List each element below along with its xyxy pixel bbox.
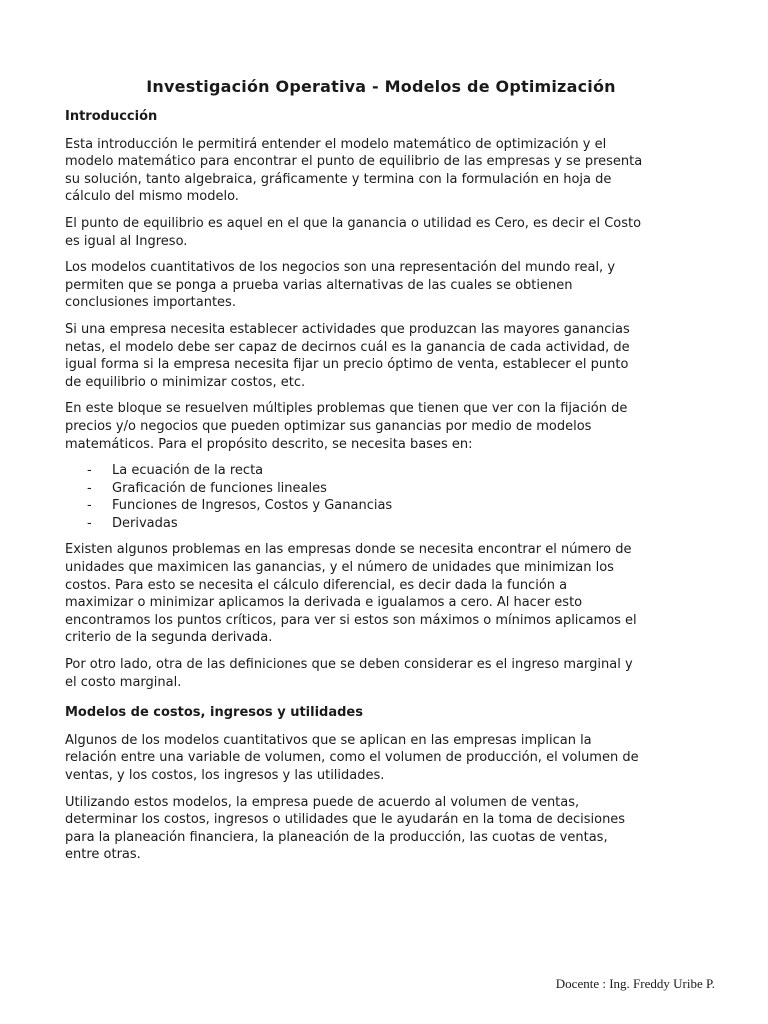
list-item-text: La ecuación de la recta [112,463,264,479]
paragraph: Esta introducción le permitirá entender el modelo matemático de optimización y el modelo matemático para encontrar el punto de equilibrio de las empresas y se presenta su solución, tanto algebraica, gráficamente y termina con la formulación en hoja de cálculo del mismo modelo. [65,136,643,205]
paragraph: El punto de equilibrio es aquel en el que la ganancia o utilidad es Cero, es decir el Costo es igual al Ingreso. [65,215,642,249]
paragraph: Utilizando estos modelos, la empresa puede de acuerdo al volumen de ventas, determinar los costos, ingresos o utilidades que le ayudarán en la toma de decisiones para la planeación financiera, la planeación de la producción, las cuotas de ventas, entre otras. [65,794,626,863]
paragraph: Existen algunos problemas en las empresas donde se necesita encontrar el número de unidades que maximicen las ganancias, y el número de unidades que minimizan los costos. Para esto se necesita el cálculo diferencial, es decir dada la función a maximizar o minimizar aplicamos la derivada e igualamos a cero. Al hacer esto encontramos los puntos críticos, para ver si estos son máximos o mínimos aplicamos el criterio de la segunda derivada. [65,542,637,646]
list-marker: - [87,498,92,514]
paragraph: Algunos de los modelos cuantitativos que se aplican en las empresas implican la relación entre una variable de volumen, como el volumen de producción, el volumen de ventas, y los costos, los ingresos y las utilidades. [65,732,639,783]
bases-list [65,462,715,532]
document-title: Investigación Operativa - Modelos de Optimización [146,77,616,96]
list-marker: - [87,480,92,496]
list-item [65,497,715,515]
list-item [65,462,715,480]
list-item [65,515,715,533]
list-marker: - [87,515,92,531]
section-heading-modelos: Modelos de costos, ingresos y utilidades [65,705,363,721]
paragraph: Los modelos cuantitativos de los negocios son una representación del mundo real, y permiten que se ponga a prueba varias alternativas de las cuales se obtienen conclusiones importantes. [65,260,616,311]
section-heading-introduccion: Introducción [65,109,158,124]
paragraph: Por otro lado, otra de las definiciones que se deben considerar es el ingreso marginal y el costo marginal. [65,657,633,690]
paragraph: En este bloque se resuelven múltiples problemas que tienen que ver con la fijación de precios y/o negocios que pueden optimizar sus ganancias por medio de modelos matemáticos. Para el propósito descrito, se necesita bases en: [65,401,628,452]
list-item-text: Graficación de funciones lineales [112,480,327,496]
footer-docente: Docente : Ing. Freddy Uribe P. [555,976,715,991]
list-item [65,480,715,498]
list-marker: - [87,463,92,479]
list-item-text: Derivadas [112,515,178,531]
document-body [65,108,715,873]
list-item-text: Funciones de Ingresos, Costos y Ganancias [112,498,393,514]
paragraph: Si una empresa necesita establecer actividades que produzcan las mayores ganancias netas, el modelo debe ser capaz de decirnos cuál es la ganancia de cada actividad, de igual forma si la empresa necesita fijar un precio óptimo de venta, establecer el punto de equilibrio o minimizar costos, etc. [65,321,630,390]
